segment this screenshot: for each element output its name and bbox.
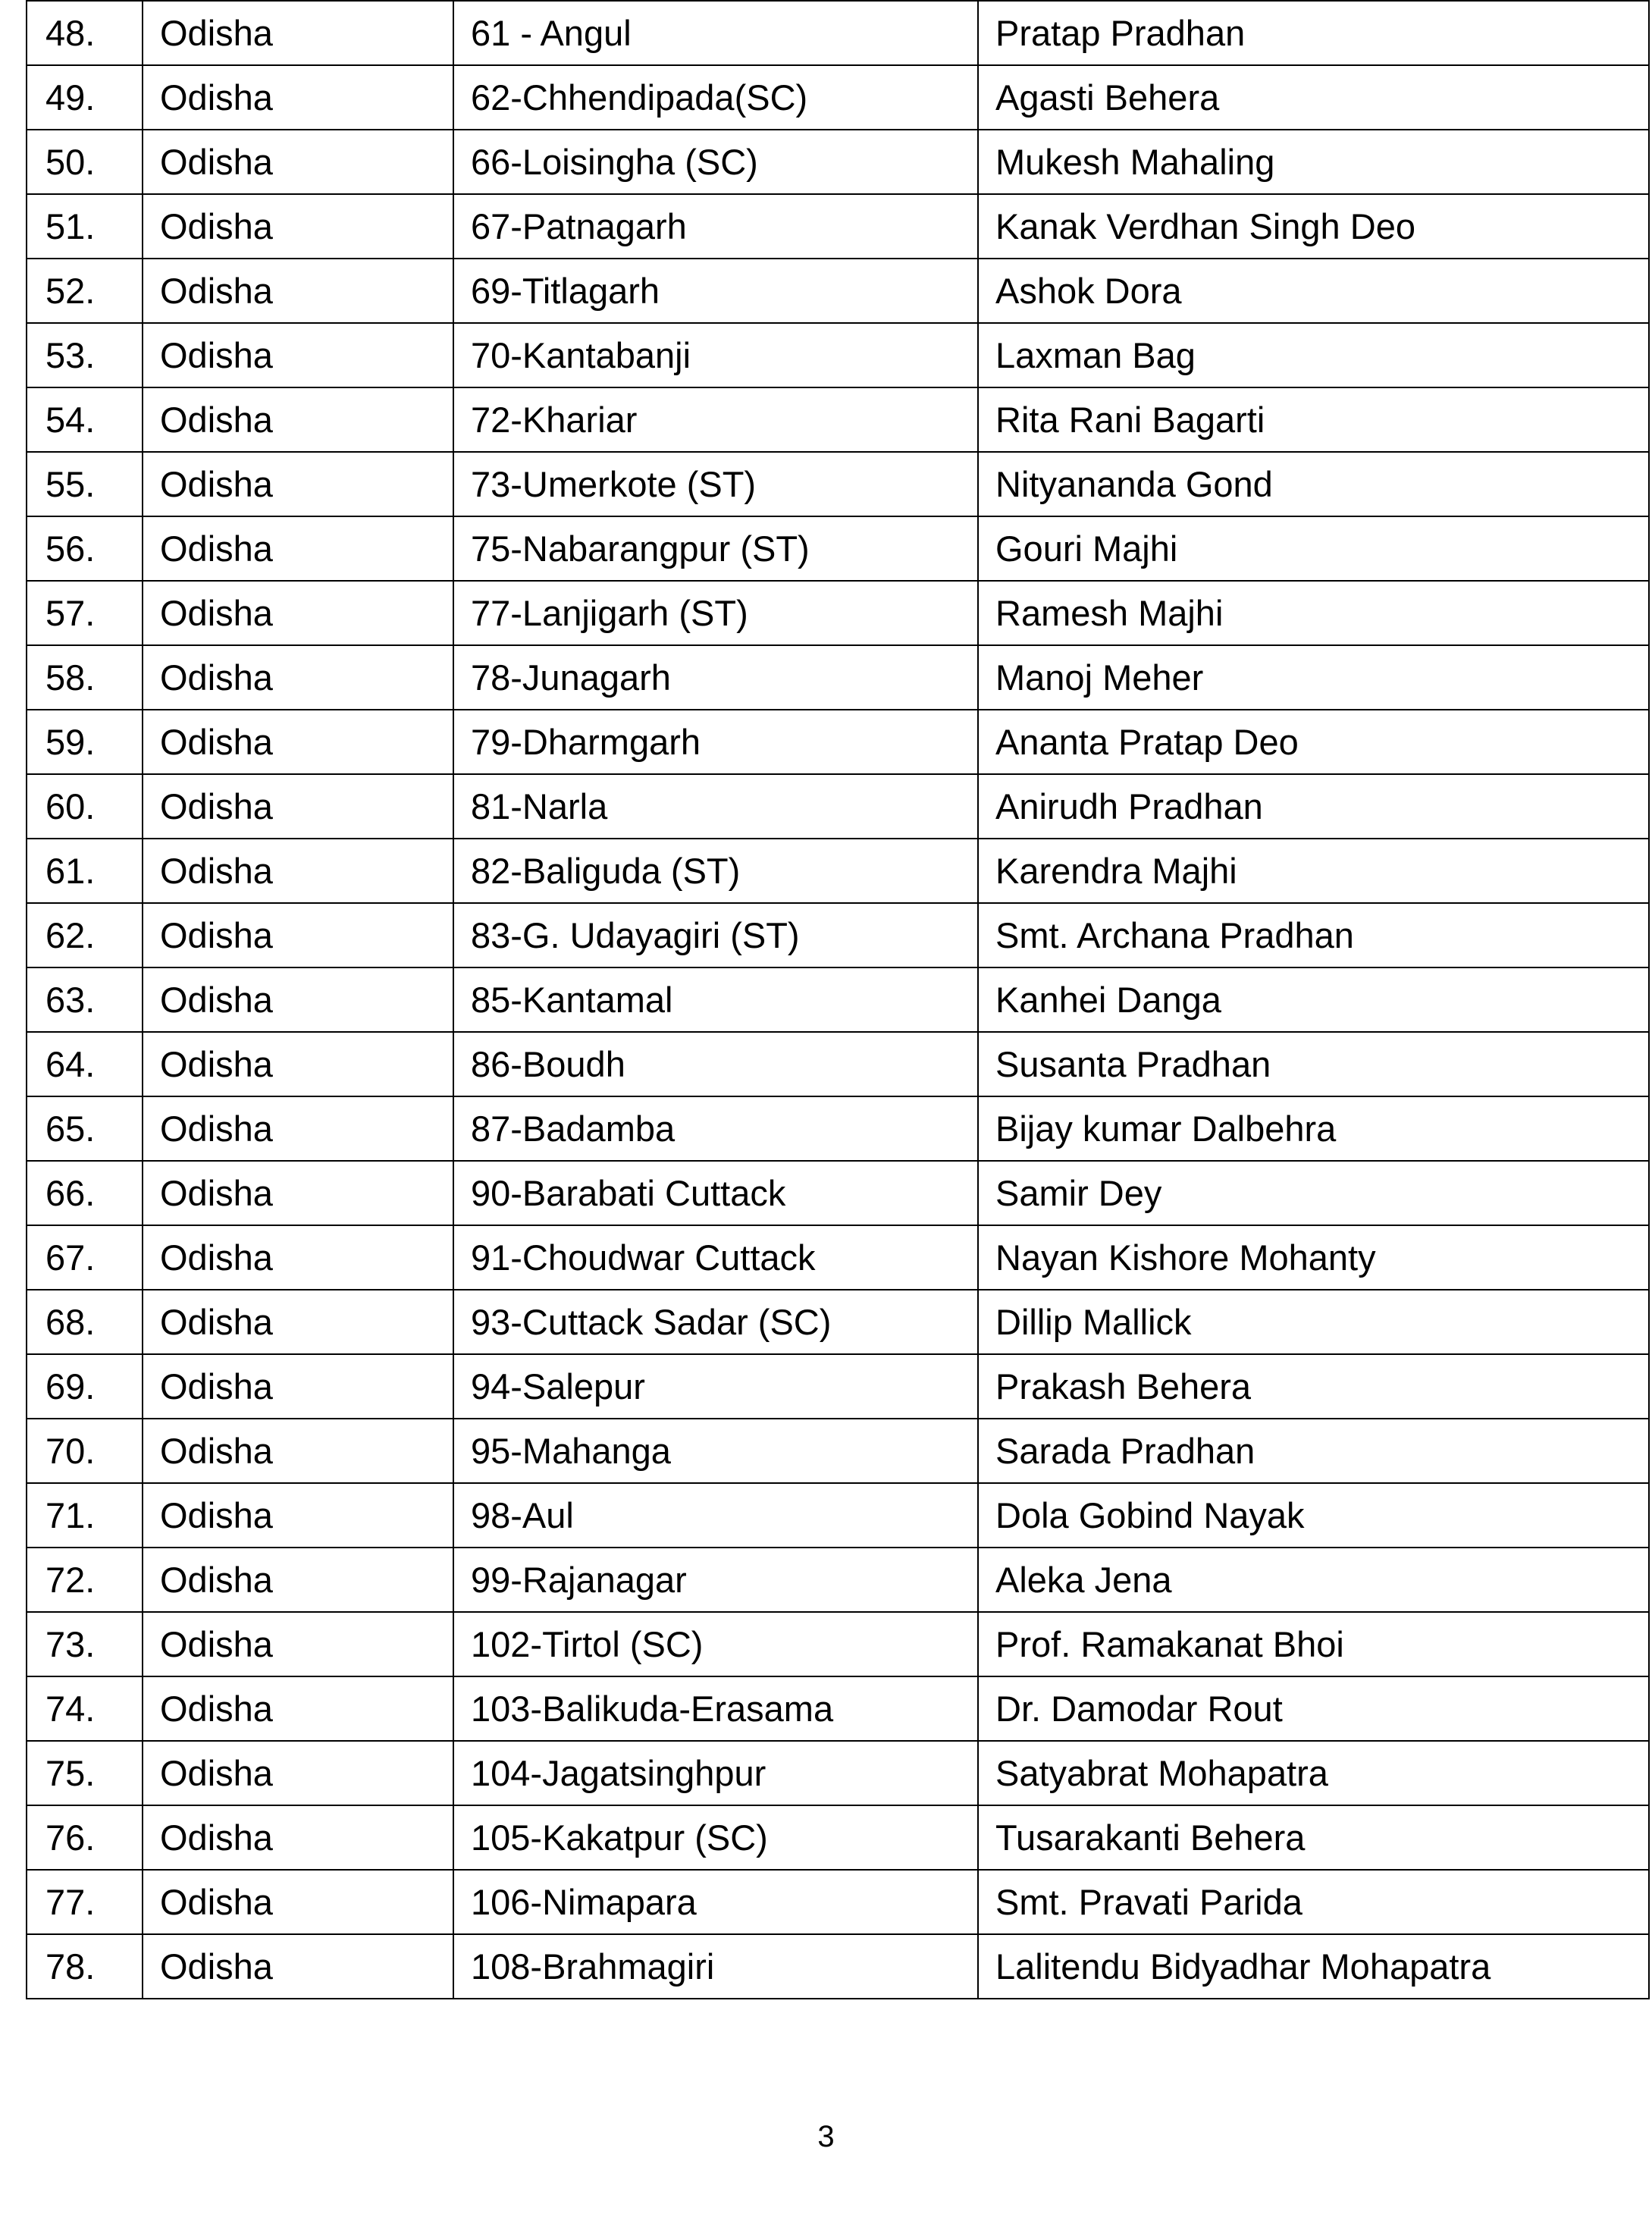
table-row: [27, 259, 1649, 323]
state-cell: Odisha: [143, 839, 453, 903]
serial-number-cell: 56.: [27, 516, 143, 581]
constituency-cell: 72-Khariar: [453, 387, 978, 452]
serial-number-cell: 54.: [27, 387, 143, 452]
table-row: [27, 1032, 1649, 1096]
constituency-cell: 94-Salepur: [453, 1354, 978, 1419]
state-cell: Odisha: [143, 710, 453, 774]
state-cell: Odisha: [143, 1548, 453, 1612]
candidate-name-cell: Karendra Majhi: [978, 839, 1649, 903]
constituency-cell: 79-Dharmgarh: [453, 710, 978, 774]
candidate-name-cell: Samir Dey: [978, 1161, 1649, 1225]
state-cell: Odisha: [143, 516, 453, 581]
table-row: [27, 1, 1649, 65]
candidate-list-table: [26, 0, 1650, 1999]
constituency-cell: 104-Jagatsinghpur: [453, 1741, 978, 1805]
candidate-name-cell: Smt. Archana Pradhan: [978, 903, 1649, 967]
constituency-cell: 70-Kantabanji: [453, 323, 978, 387]
constituency-cell: 87-Badamba: [453, 1096, 978, 1161]
state-cell: Odisha: [143, 1676, 453, 1741]
candidate-name-cell: Tusarakanti Behera: [978, 1805, 1649, 1870]
table-row: [27, 130, 1649, 194]
constituency-cell: 61 - Angul: [453, 1, 978, 65]
state-cell: Odisha: [143, 1805, 453, 1870]
constituency-cell: 66-Loisingha (SC): [453, 130, 978, 194]
constituency-cell: 105-Kakatpur (SC): [453, 1805, 978, 1870]
constituency-cell: 106-Nimapara: [453, 1870, 978, 1934]
table-row: [27, 1934, 1649, 1999]
table-row: [27, 1548, 1649, 1612]
candidate-name-cell: Ananta Pratap Deo: [978, 710, 1649, 774]
state-cell: Odisha: [143, 130, 453, 194]
table-row: [27, 645, 1649, 710]
candidate-name-cell: Kanak Verdhan Singh Deo: [978, 194, 1649, 259]
table-row: [27, 839, 1649, 903]
table-row: [27, 1870, 1649, 1934]
state-cell: Odisha: [143, 1419, 453, 1483]
table-row: [27, 1225, 1649, 1290]
serial-number-cell: 64.: [27, 1032, 143, 1096]
serial-number-cell: 66.: [27, 1161, 143, 1225]
table-row: [27, 1419, 1649, 1483]
serial-number-cell: 70.: [27, 1419, 143, 1483]
constituency-cell: 81-Narla: [453, 774, 978, 839]
table-row: [27, 194, 1649, 259]
constituency-cell: 98-Aul: [453, 1483, 978, 1548]
candidate-name-cell: Smt. Pravati Parida: [978, 1870, 1649, 1934]
state-cell: Odisha: [143, 387, 453, 452]
serial-number-cell: 50.: [27, 130, 143, 194]
serial-number-cell: 75.: [27, 1741, 143, 1805]
state-cell: Odisha: [143, 967, 453, 1032]
table-row: [27, 903, 1649, 967]
candidate-name-cell: Anirudh Pradhan: [978, 774, 1649, 839]
state-cell: Odisha: [143, 1290, 453, 1354]
state-cell: Odisha: [143, 903, 453, 967]
serial-number-cell: 78.: [27, 1934, 143, 1999]
table-row: [27, 1483, 1649, 1548]
state-cell: Odisha: [143, 452, 453, 516]
table-row: [27, 967, 1649, 1032]
candidate-name-cell: Dr. Damodar Rout: [978, 1676, 1649, 1741]
state-cell: Odisha: [143, 323, 453, 387]
candidate-name-cell: Ashok Dora: [978, 259, 1649, 323]
state-cell: Odisha: [143, 1870, 453, 1934]
state-cell: Odisha: [143, 259, 453, 323]
candidate-name-cell: Aleka Jena: [978, 1548, 1649, 1612]
serial-number-cell: 68.: [27, 1290, 143, 1354]
constituency-cell: 67-Patnagarh: [453, 194, 978, 259]
serial-number-cell: 49.: [27, 65, 143, 130]
constituency-cell: 83-G. Udayagiri (ST): [453, 903, 978, 967]
state-cell: Odisha: [143, 1096, 453, 1161]
serial-number-cell: 76.: [27, 1805, 143, 1870]
page-number: 3: [817, 2120, 835, 2153]
constituency-cell: 69-Titlagarh: [453, 259, 978, 323]
state-cell: Odisha: [143, 1032, 453, 1096]
candidate-name-cell: Ramesh Majhi: [978, 581, 1649, 645]
state-cell: Odisha: [143, 1934, 453, 1999]
table-row: [27, 1741, 1649, 1805]
candidate-list-body: [27, 1, 1649, 1999]
candidate-name-cell: Satyabrat Mohapatra: [978, 1741, 1649, 1805]
serial-number-cell: 57.: [27, 581, 143, 645]
serial-number-cell: 58.: [27, 645, 143, 710]
table-row: [27, 774, 1649, 839]
table-row: [27, 1805, 1649, 1870]
constituency-cell: 103-Balikuda-Erasama: [453, 1676, 978, 1741]
constituency-cell: 85-Kantamal: [453, 967, 978, 1032]
constituency-cell: 108-Brahmagiri: [453, 1934, 978, 1999]
candidate-name-cell: Laxman Bag: [978, 323, 1649, 387]
state-cell: Odisha: [143, 194, 453, 259]
constituency-cell: 90-Barabati Cuttack: [453, 1161, 978, 1225]
state-cell: Odisha: [143, 65, 453, 130]
serial-number-cell: 73.: [27, 1612, 143, 1676]
constituency-cell: 75-Nabarangpur (ST): [453, 516, 978, 581]
table-row: [27, 1096, 1649, 1161]
table-row: [27, 1161, 1649, 1225]
candidate-name-cell: Prakash Behera: [978, 1354, 1649, 1419]
constituency-cell: 99-Rajanagar: [453, 1548, 978, 1612]
candidate-name-cell: Sarada Pradhan: [978, 1419, 1649, 1483]
candidate-name-cell: Manoj Meher: [978, 645, 1649, 710]
table-row: [27, 581, 1649, 645]
table-row: [27, 452, 1649, 516]
serial-number-cell: 77.: [27, 1870, 143, 1934]
candidate-name-cell: Agasti Behera: [978, 65, 1649, 130]
serial-number-cell: 59.: [27, 710, 143, 774]
constituency-cell: 91-Choudwar Cuttack: [453, 1225, 978, 1290]
constituency-cell: 95-Mahanga: [453, 1419, 978, 1483]
candidate-name-cell: Susanta Pradhan: [978, 1032, 1649, 1096]
state-cell: Odisha: [143, 1354, 453, 1419]
serial-number-cell: 61.: [27, 839, 143, 903]
constituency-cell: 82-Baliguda (ST): [453, 839, 978, 903]
candidate-name-cell: Dillip Mallick: [978, 1290, 1649, 1354]
table-row: [27, 710, 1649, 774]
table-row: [27, 65, 1649, 130]
constituency-cell: 73-Umerkote (ST): [453, 452, 978, 516]
state-cell: Odisha: [143, 1741, 453, 1805]
serial-number-cell: 65.: [27, 1096, 143, 1161]
constituency-cell: 77-Lanjigarh (ST): [453, 581, 978, 645]
serial-number-cell: 69.: [27, 1354, 143, 1419]
state-cell: Odisha: [143, 1161, 453, 1225]
constituency-cell: 102-Tirtol (SC): [453, 1612, 978, 1676]
serial-number-cell: 51.: [27, 194, 143, 259]
table-row: [27, 1290, 1649, 1354]
serial-number-cell: 60.: [27, 774, 143, 839]
state-cell: Odisha: [143, 774, 453, 839]
constituency-cell: 78-Junagarh: [453, 645, 978, 710]
state-cell: Odisha: [143, 1612, 453, 1676]
candidate-name-cell: Prof. Ramakanat Bhoi: [978, 1612, 1649, 1676]
table-row: [27, 387, 1649, 452]
serial-number-cell: 74.: [27, 1676, 143, 1741]
table-row: [27, 1612, 1649, 1676]
candidate-name-cell: Nayan Kishore Mohanty: [978, 1225, 1649, 1290]
serial-number-cell: 62.: [27, 903, 143, 967]
state-cell: Odisha: [143, 1, 453, 65]
state-cell: Odisha: [143, 645, 453, 710]
serial-number-cell: 63.: [27, 967, 143, 1032]
candidate-name-cell: Bijay kumar Dalbehra: [978, 1096, 1649, 1161]
candidate-name-cell: Dola Gobind Nayak: [978, 1483, 1649, 1548]
serial-number-cell: 55.: [27, 452, 143, 516]
serial-number-cell: 67.: [27, 1225, 143, 1290]
serial-number-cell: 48.: [27, 1, 143, 65]
serial-number-cell: 53.: [27, 323, 143, 387]
candidate-name-cell: Kanhei Danga: [978, 967, 1649, 1032]
candidate-name-cell: Nityananda Gond: [978, 452, 1649, 516]
table-row: [27, 1676, 1649, 1741]
table-row: [27, 1354, 1649, 1419]
serial-number-cell: 71.: [27, 1483, 143, 1548]
candidate-name-cell: Gouri Majhi: [978, 516, 1649, 581]
state-cell: Odisha: [143, 1483, 453, 1548]
serial-number-cell: 72.: [27, 1548, 143, 1612]
constituency-cell: 93-Cuttack Sadar (SC): [453, 1290, 978, 1354]
candidate-name-cell: Mukesh Mahaling: [978, 130, 1649, 194]
candidate-name-cell: Rita Rani Bagarti: [978, 387, 1649, 452]
candidate-name-cell: Pratap Pradhan: [978, 1, 1649, 65]
candidate-name-cell: Lalitendu Bidyadhar Mohapatra: [978, 1934, 1649, 1999]
constituency-cell: 86-Boudh: [453, 1032, 978, 1096]
table-row: [27, 323, 1649, 387]
serial-number-cell: 52.: [27, 259, 143, 323]
state-cell: Odisha: [143, 581, 453, 645]
constituency-cell: 62-Chhendipada(SC): [453, 65, 978, 130]
table-row: [27, 516, 1649, 581]
state-cell: Odisha: [143, 1225, 453, 1290]
